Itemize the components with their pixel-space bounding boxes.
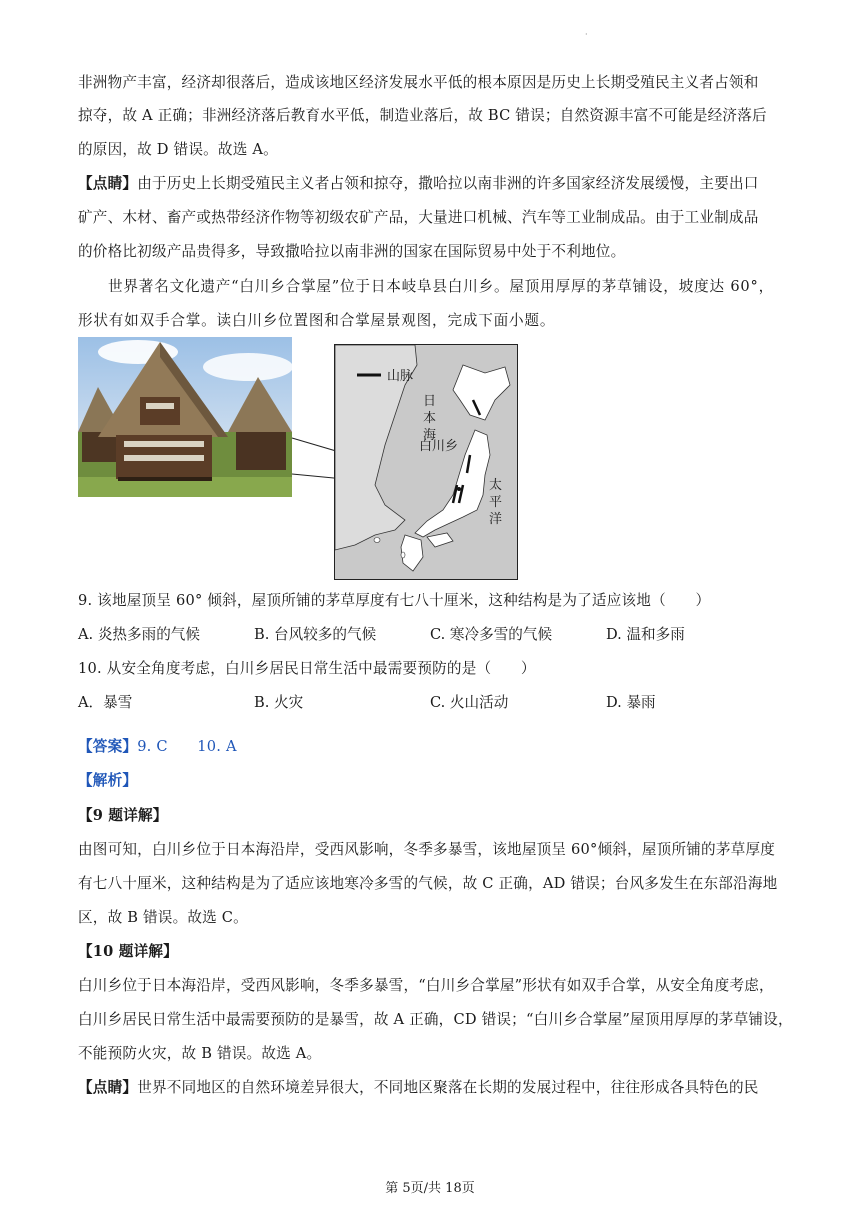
q9-option-c: C. 寒冷多雪的气候 bbox=[430, 626, 553, 643]
answer-values: 9. C 10. A bbox=[137, 738, 237, 755]
q9-detail-line: 有七八十厘米，这种结构是为了适应该地寒冷多雪的气候，故 C 正确，AD 错误；台风多发生在东部沿海地 bbox=[78, 875, 778, 892]
note-line: 的价格比初级产品贵得多，导致撒哈拉以南非洲的国家在国际贸易中处于不利地位。 bbox=[78, 243, 626, 260]
question-9: 9. 该地屋顶呈 60° 倾斜，屋顶所铺的茅草厚度有七八十厘米，这种结构是为了适应该地（ ） bbox=[78, 592, 711, 609]
q9-detail-heading: 【9 题详解】 bbox=[78, 807, 168, 824]
q10-detail-line: 白川乡居民日常生活中最需要预防的是暴雪，故 A 正确，CD 错误；“白川乡合掌屋”屋顶用厚厚的茅草铺设， bbox=[78, 1011, 793, 1028]
paragraph-line: 的原因，故 D 错误。故选 A。 bbox=[78, 141, 278, 158]
analysis-tag-line bbox=[78, 771, 137, 791]
page-top-mark: · bbox=[585, 30, 588, 39]
map-label-sea-of-japan: 日本海 bbox=[423, 394, 437, 443]
q9-option-a: A. 炎热多雨的气候 bbox=[78, 626, 200, 643]
shirakawa-location-map bbox=[334, 344, 518, 580]
note-text: 世界不同地区的自然环境差异很大，不同地区聚落在长期的发展过程中，往往形成各具特色的民 bbox=[137, 1079, 759, 1096]
map-label-shirakawa: 白川乡 bbox=[419, 439, 459, 454]
note-tag: 【点睛】 bbox=[78, 175, 138, 192]
note-line bbox=[78, 1078, 759, 1098]
q9-detail-line: 区，故 B 错误。故选 C。 bbox=[78, 909, 248, 926]
note-line: 矿产、木材、畜产或热带经济作物等初级农矿产品，大量进口机械、汽车等工业制成品。由于工业制成品 bbox=[78, 209, 759, 226]
page-footer: 第 5页/共 18页 bbox=[385, 1181, 475, 1196]
answer-line bbox=[78, 737, 237, 757]
q10-option-d: D. 暴雨 bbox=[606, 694, 656, 711]
note-text: 由于历史上长期受殖民主义者占领和掠夺，撒哈拉以南非洲的许多国家经济发展缓慢，主要出口 bbox=[137, 175, 759, 192]
note-tag: 【点睛】 bbox=[78, 1079, 138, 1096]
question-intro: 形状有如双手合掌。读白川乡位置图和合掌屋景观图，完成下面小题。 bbox=[78, 312, 556, 329]
q10-option-a: A．暴雪 bbox=[78, 694, 133, 711]
q9-option-d: D. 温和多雨 bbox=[606, 626, 685, 643]
map-label-pacific-ocean: 太平洋 bbox=[489, 478, 503, 527]
q10-detail-line: 不能预防火灾，故 B 错误。故选 A。 bbox=[78, 1045, 322, 1062]
q9-detail-line: 由图可知，白川乡位于日本海沿岸，受西风影响，冬季多暴雪，该地屋顶呈 60°倾斜，屋顶所铺的茅草厚度 bbox=[78, 841, 776, 858]
answer-tag: 【答案】 bbox=[78, 738, 138, 755]
paragraph-line: 掠夺，故 A 正确；非洲经济落后教育水平低，制造业落后，故 BC 错误；自然资源丰富不可能是经济落后 bbox=[78, 107, 767, 124]
q10-option-c: C. 火山活动 bbox=[430, 694, 509, 711]
analysis-tag: 【解析】 bbox=[78, 772, 138, 789]
q10-option-b: B. 火灾 bbox=[254, 694, 304, 711]
paragraph-line: 非洲物产丰富，经济却很落后，造成该地区经济发展水平低的根本原因是历史上长期受殖民主义者占领和 bbox=[78, 74, 759, 91]
q10-detail-heading: 【10 题详解】 bbox=[78, 943, 178, 960]
question-10: 10. 从安全角度考虑，白川乡居民日常生活中最需要预防的是（ ） bbox=[78, 660, 536, 677]
question-intro: 世界著名文化遗产“白川乡合掌屋”位于日本岐阜县白川乡。屋顶用厚厚的茅草铺设，坡度达 60°， bbox=[108, 278, 774, 295]
q10-detail-line: 白川乡位于日本海沿岸，受西风影响，冬季多暴雪，“白川乡合掌屋”形状有如双手合掌，从安全角度考虑， bbox=[78, 977, 774, 994]
q9-option-b: B. 台风较多的气候 bbox=[254, 626, 377, 643]
map-legend-mountain: 山脉 bbox=[387, 369, 414, 384]
